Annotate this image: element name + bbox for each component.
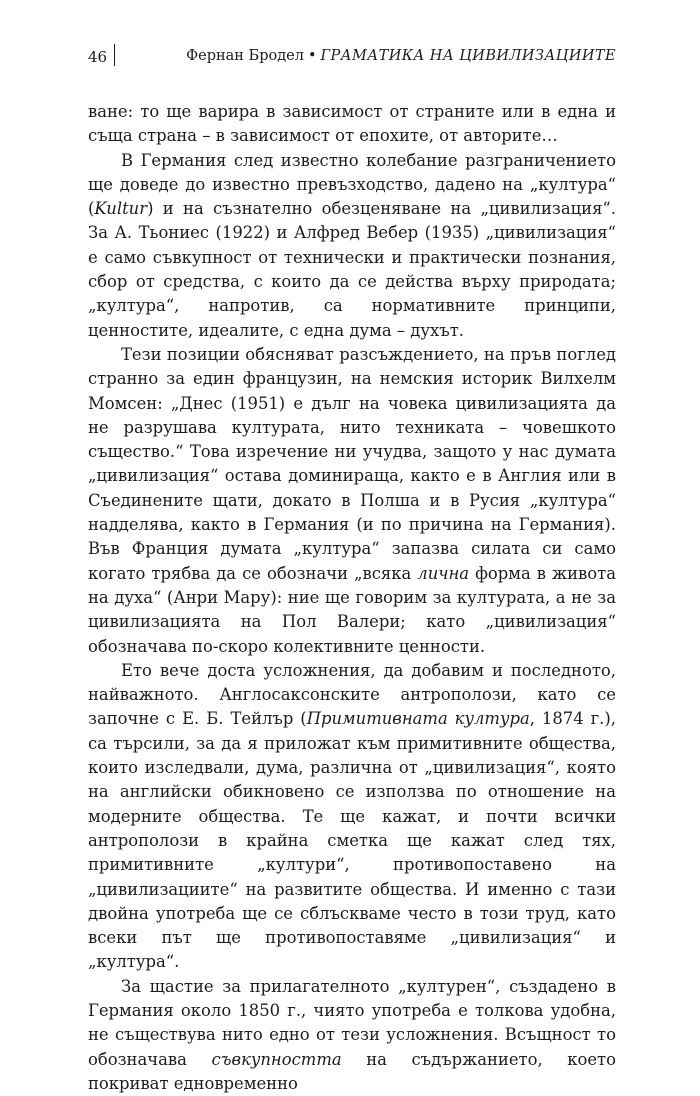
- running-header: [88, 44, 616, 68]
- italic-text: Примитивната култура: [306, 709, 530, 729]
- text-run: Ето вече доста усложнения, да добавим и последното, найважното. Англосаксонските антрополози, като се започне с Е. Б. Тейлър (: [88, 660, 616, 729]
- book-title: ГРАМАТИКА НА ЦИВИЛИЗАЦИИТЕ: [320, 48, 616, 64]
- body-text: [88, 100, 616, 1096]
- text-run: на съдържанието, което покриват едновременно: [88, 1049, 616, 1093]
- italic-text: съвкупността: [211, 1049, 342, 1069]
- italic-text: Kultur: [94, 199, 148, 219]
- paragraph-p2: [88, 149, 616, 343]
- text-run: форма в живота на духа“ (Анри Мару): ние ще говорим за културата, а не за цивилизацията на Пол Валери; като „цивилизация“ обозначава по-скоро колективните ценности.: [88, 563, 616, 656]
- text-run: ване: то ще варира в зависимост от страните или в една и съща страна – в зависимост от епохите, от авторите…: [88, 102, 616, 146]
- text-run: В Германия след известно колебание разграничението ще доведе до известно превъзходство, дадено на „култура“ (: [88, 150, 616, 219]
- text-run: За щастие за прилагателното „културен“, създадено в Германия около 1850 г., чиято употреба е толкова удобна, не съществува нито едно от тези усложнения. Всъщност то обозначава: [88, 976, 616, 1069]
- text-run: , 1874 г.), са търсили, за да я приложат към примитивните общества, които изследвали, дума, различна от „цивилизация“, която на английски обикновено се използва по отношение на модерните общества. Те ще кажат, и почти всички антрополози в крайна сметка ще кажат след тях, примитивните „култури“, противопоставено на „цивилизациите“ на развитите общества. И именно с тази двойна употреба ще се сблъскваме често в този труд, като всеки път ще противопоставяме „цивилизация“ и „култура“.: [88, 709, 616, 972]
- italic-text: лична: [417, 563, 470, 583]
- text-run: ) и на съзнателно обезценяване на „цивилизация“. За А. Тьониес (1922) и Алфред Вебер (1935) „цивилизация“ е само съвкупност от технически и практически познания, сбор от средства, с които да се действа върху природата; „култура“, напротив, са нормативните принципи, ценностите, идеалите, с една дума – духът.: [88, 199, 616, 340]
- text-run: Тези позиции обясняват разсъждението, на пръв поглед странно за един французин, на немския историк Вилхелм Момсен: „Днес (1951) е дълг на човека цивилизацията да не разрушава културата, нито техниката – човешкото същество.“ Това изречение ни учудва, защото у нас думата „цивилизация“ остава доминираща, както е в Англия или в Съединените щати, докато в Полша и в Русия „култура“ надделява, както в Германия (и по причина на Германия). Във Франция думата „култура“ запазва силата си само когато трябва да се обозначи „всяка: [88, 344, 616, 583]
- paragraph-p3: [88, 343, 616, 659]
- page-number: 46: [88, 48, 108, 66]
- author-name: Фернан Бродел: [186, 48, 304, 64]
- paragraph-p1: [88, 100, 616, 149]
- paragraph-p4: [88, 659, 616, 975]
- bullet-separator: •: [307, 48, 317, 64]
- header-separator: [114, 44, 115, 66]
- running-head: [186, 48, 616, 64]
- paragraph-p5: [88, 975, 616, 1096]
